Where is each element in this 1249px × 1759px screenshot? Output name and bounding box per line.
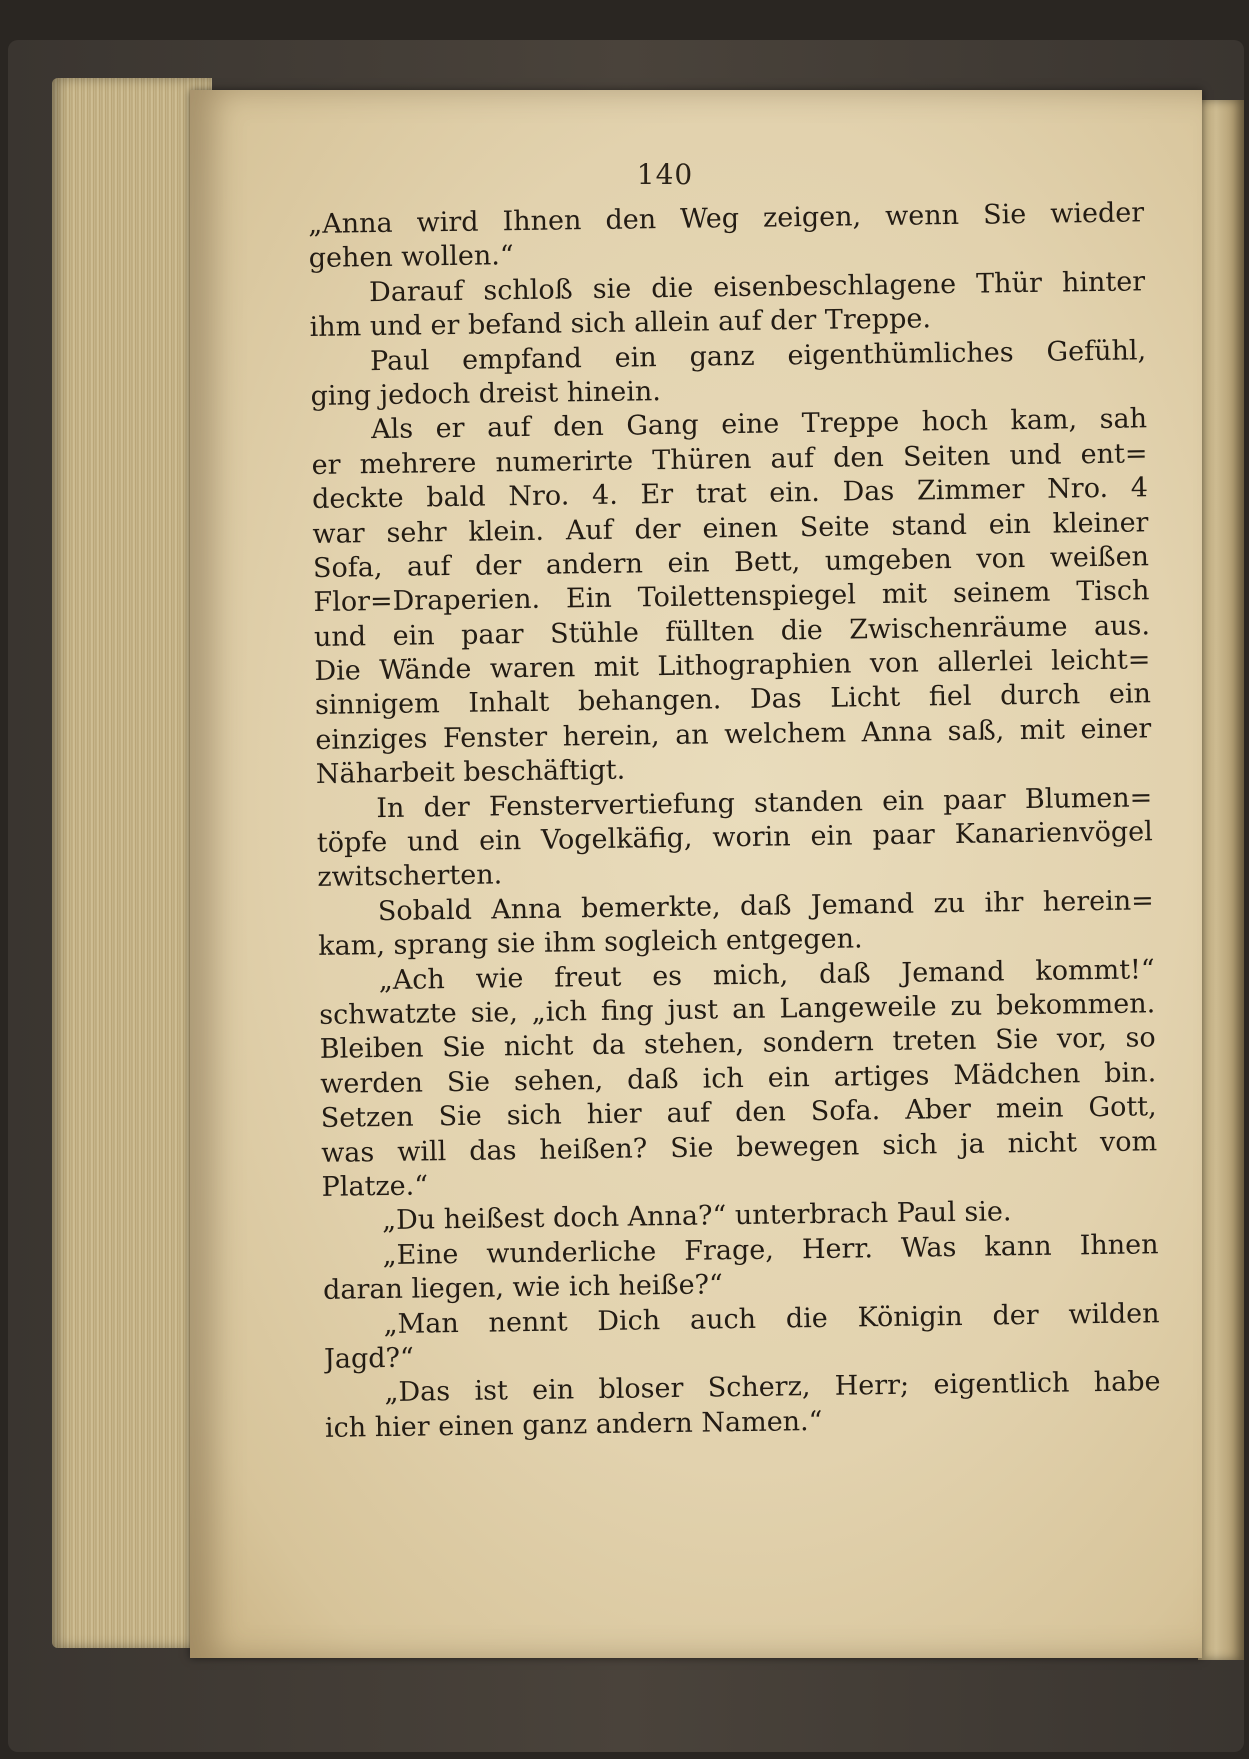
text-line: was will das heißen? Sie bewegen sich ja nicht vom [320, 1125, 1158, 1169]
text-line: Platze.“ [321, 1170, 429, 1203]
book-page [190, 90, 1202, 1658]
text-line: zwitscherten. [317, 859, 503, 894]
text-line: Darauf schloß sie die eisenbeschlagene Thür hinter [368, 266, 1146, 308]
text-line: gehen wollen.“ [308, 240, 514, 275]
text-line: „Das ist ein bloser Scherz, Herr; eigentlich habe [384, 1366, 1161, 1409]
text-line: „Ach wie freut es mich, daß Jemand kommt!“ [378, 953, 1155, 996]
text-line: Setzen Sie sich hier auf den Sofa. Aber mein Gott, [320, 1091, 1157, 1135]
text-line: Näharbeit beschäftigt. [315, 754, 626, 791]
text-line: „Du heißest doch Anna?“ unterbrach Paul sie. [381, 1196, 1012, 1237]
facing-page-edge [1198, 100, 1244, 1660]
text-line: deckte bald Nro. 4. Er trat ein. Das Zimmer Nro. 4 [311, 472, 1149, 516]
text-line: Sobald Anna bemerkte, daß Jemand zu ihr herein= [377, 885, 1154, 927]
text-line: Paul empfand ein ganz eigenthümliches Gefühl, [369, 334, 1147, 377]
text-line: Die Wände waren mit Lithographien von allerlei leicht= [314, 644, 1151, 688]
page-number: 140 [636, 158, 694, 191]
text-line: war sehr klein. Auf der einen Seite stand ein kleiner [312, 506, 1149, 550]
text-line: und ein paar Stühle füllten die Zwischenräume aus. [313, 609, 1151, 653]
text-line: Bleiben Sie nicht da stehen, sondern treten Sie vor, so [319, 1022, 1156, 1066]
text-line: er mehrere numerirte Thüren auf den Seiten und ent= [311, 438, 1148, 481]
text-line: werden Sie sehen, daß ich ein artiges Mädchen bin. [320, 1057, 1157, 1100]
text-line: ich hier einen ganz andern Namen.“ [324, 1405, 823, 1444]
text-line: daran liegen, wie ich heiße?“ [322, 1269, 724, 1307]
text-line: Als er auf den Gang eine Treppe hoch kam, sah [370, 403, 1148, 446]
text-line: Flor=Draperien. Ein Toilettenspiegel mit seinem Tisch [313, 575, 1150, 619]
text-line: „Eine wunderliche Frage, Herr. Was kann Ihnen [382, 1228, 1159, 1271]
text-line: „Man nennt Dich auch die Königin der wilden [383, 1297, 1160, 1340]
text-line: sinnigem Inhalt behangen. Das Licht fiel durch ein [314, 678, 1152, 722]
text-line: In der Fenstervertiefung standen ein paar Blumen= [376, 781, 1153, 824]
text-line: schwatzte sie, „ich fing just an Langeweile zu bekommen. [319, 988, 1156, 1031]
text-line: Sofa, auf der andern ein Bett, umgeben von weißen [312, 541, 1150, 584]
page-stack-edge [52, 78, 212, 1648]
text-line: töpfe und ein Vogelkäfig, worin ein paar Kanarienvögel [316, 816, 1154, 859]
text-line: „Anna wird Ihnen den Weg zeigen, wenn Sie wieder [308, 197, 1145, 240]
text-line: ging jedoch dreist hinein. [310, 376, 662, 412]
page-text [308, 196, 1161, 1446]
text-line: einziges Fenster herein, an welchem Anna saß, mit einer [315, 713, 1152, 756]
text-line: kam, sprang sie ihm sogleich entgegen. [318, 923, 863, 963]
text-line: ihm und er befand sich allein auf der Treppe. [309, 303, 932, 344]
text-line: Jagd?“ [323, 1342, 415, 1375]
